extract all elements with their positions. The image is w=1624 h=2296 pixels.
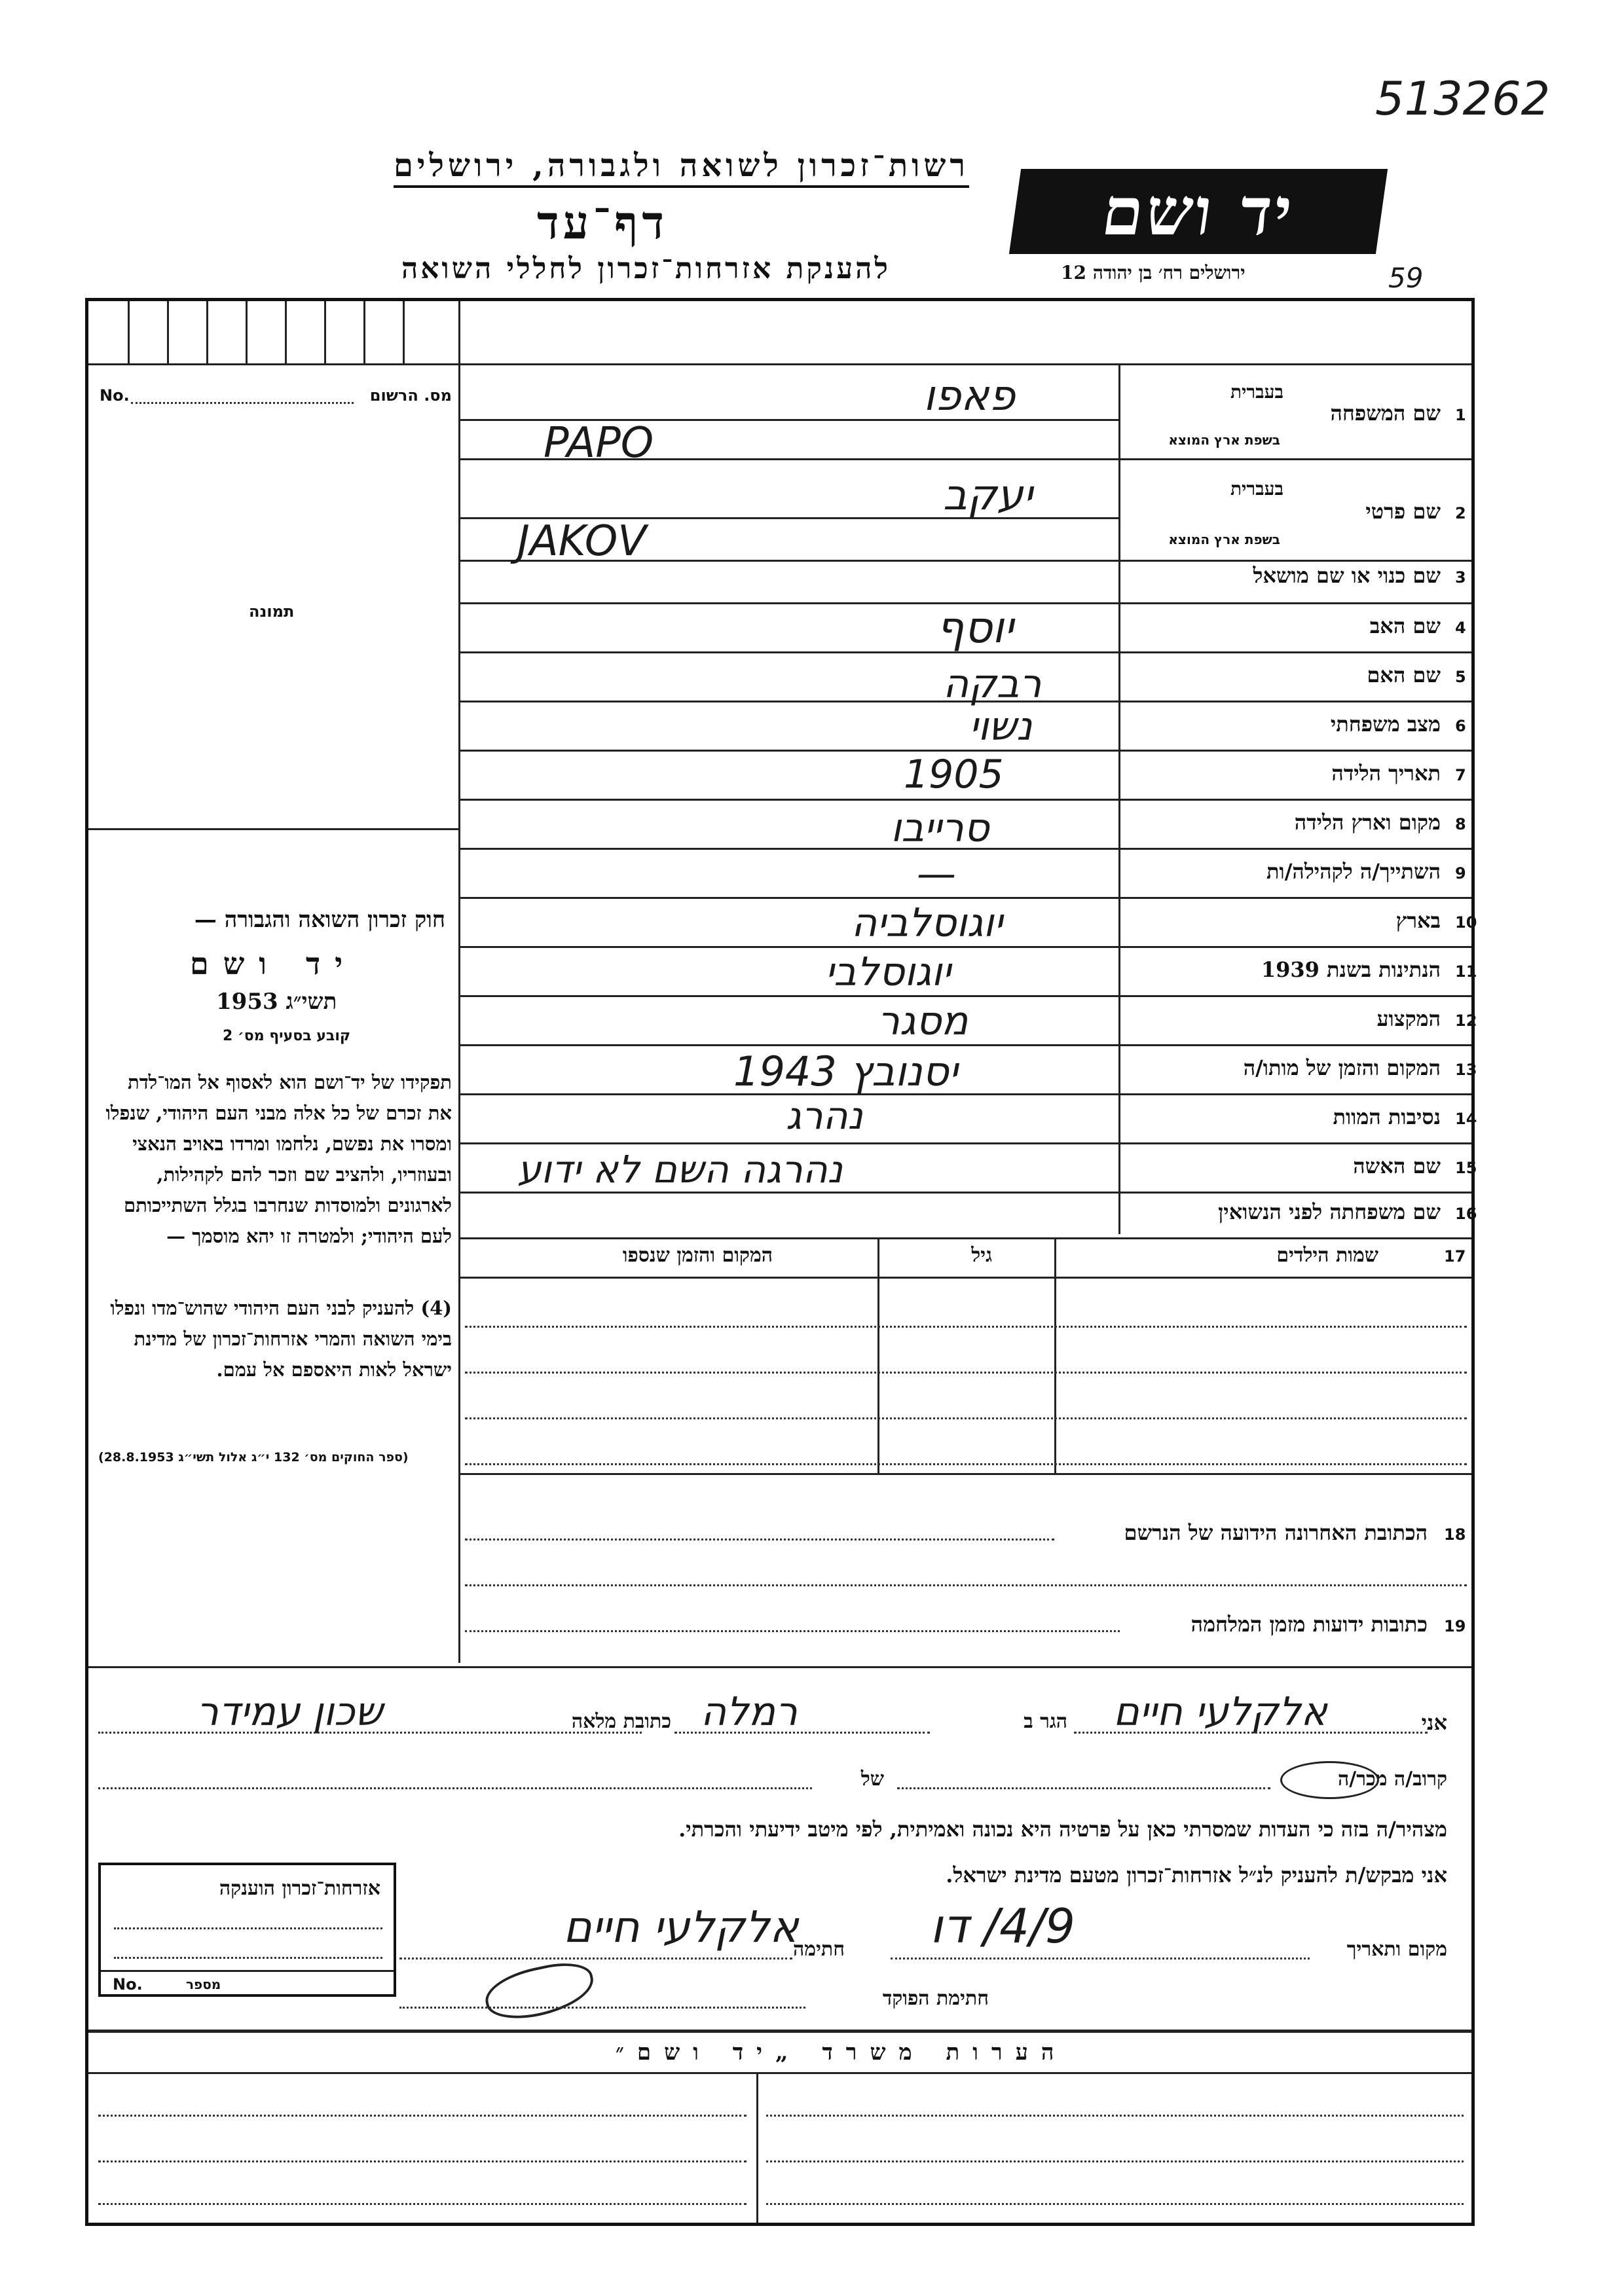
field-9-value: — (917, 851, 956, 897)
field-1-label: שם המשפחה (1330, 401, 1441, 426)
field-12-value: מסגר (877, 998, 969, 1044)
field-6-num: 6 (1455, 717, 1466, 735)
law-name: יד ושם (190, 946, 358, 981)
authority-title: רשות־זכרון לשואה ולגבורה, ירושלים (394, 147, 969, 188)
decl-signature-value: אלקלעי חיים (563, 1902, 799, 1952)
field-15-num: 15 (1455, 1159, 1477, 1177)
decl-address-label: כתובת מלאה (571, 1710, 671, 1733)
decl-clerk-label: חתימת הפוקד (882, 1987, 989, 2010)
children-col-age: גיל (971, 1244, 992, 1267)
field-8-value: סרייבו (891, 805, 989, 851)
field-12-num: 12 (1455, 1011, 1477, 1030)
logo-address: ירושלים רח׳ בן יהודה 12 (1061, 262, 1246, 283)
field-3-num: 3 (1455, 568, 1466, 587)
field-2-value-local: JAKOV (517, 517, 647, 566)
field-5-num: 5 (1455, 668, 1466, 686)
decl-address-value: שכון עמידר (196, 1689, 383, 1735)
field-10-num: 10 (1455, 913, 1477, 932)
field-7-label: תאריך הלידה (1331, 761, 1441, 786)
field-10-label: בארץ (1395, 908, 1441, 933)
field-1-value-local: PAPO (544, 419, 654, 467)
field-13-label: המקום והזמן של מותו/ה (1243, 1055, 1441, 1080)
field-14-value: נהרג (786, 1093, 863, 1138)
field-3-label: שם כנוי או שם מושאל (1253, 563, 1441, 588)
decl-city: רמלה (701, 1689, 798, 1735)
grant-box-title: אזרחות־זכרון הוענקה (219, 1877, 380, 1900)
field-13-num: 13 (1455, 1061, 1477, 1079)
field-1-sub-local: בשפת ארץ המוצא (1168, 432, 1280, 448)
form-title: דף־עד (537, 195, 669, 249)
yad-vashem-logo (1009, 169, 1388, 254)
decl-signature-label: חתימה (793, 1938, 845, 1961)
field-1-num: 1 (1455, 406, 1466, 424)
field-15-label: שם האשה (1353, 1154, 1441, 1178)
field-7-num: 7 (1455, 766, 1466, 784)
address-18-num: 18 (1444, 1525, 1466, 1544)
field-9-num: 9 (1455, 864, 1466, 883)
photo-label: תמונה (249, 602, 295, 621)
registry-label: מס. הרשום (369, 386, 452, 405)
field-2-value-he: יעקב (943, 471, 1033, 520)
field-2-sub-local: בשפת ארץ המוצא (1168, 532, 1280, 547)
field-2-sub-he: בעברית (1230, 478, 1283, 500)
field-8-num: 8 (1455, 815, 1466, 833)
grant-box (98, 1863, 396, 1997)
field-4-num: 4 (1455, 619, 1466, 637)
field-1-value-he: פאפו (923, 372, 1016, 420)
form-subtitle: להענקת אזרחות־זכרון לחללי השואה (401, 252, 891, 285)
decl-place-date-value: 4/9/ דו (930, 1899, 1075, 1954)
field-15-value: נהרגה השם לא ידוע (517, 1147, 843, 1192)
decl-i-label: אני (1421, 1710, 1447, 1735)
field-11-value: יוגוסלבי (825, 949, 951, 995)
field-5-label: שם האם (1367, 663, 1441, 687)
field-16-label: שם משפחתה לפני הנשואין (1218, 1199, 1441, 1224)
logo-text: יד ושם (1097, 173, 1300, 250)
law-title: חוק זכרון השואה והגבורה — (194, 907, 445, 933)
decl-relative-circle (1280, 1761, 1379, 1799)
children-col-names: שמות הילדים (1276, 1244, 1378, 1267)
field-12-label: המקצוע (1376, 1006, 1441, 1031)
field-10-value: יוגוסלביה (851, 900, 1003, 946)
law-year: תשי״ג 1953 (216, 989, 337, 1015)
address-19-label: כתובות ידועות מזמן המלחמה (1190, 1612, 1428, 1637)
decl-request: אני מבקש/ת להעניק לנ״ל אזרחות־זכרון מטעם מדינת ישראל. (946, 1863, 1447, 1887)
address-19-num: 19 (1444, 1617, 1466, 1635)
field-4-label: שם האב (1369, 613, 1441, 638)
decl-declarant: אלקלעי חיים (1113, 1689, 1327, 1735)
address-18-label: הכתובת האחרונה הידועה של הנרשם (1124, 1520, 1428, 1545)
field-11-label: הנתינות בשנת 1939 (1261, 957, 1441, 982)
field-2-num: 2 (1455, 504, 1466, 522)
children-col-place: המקום והזמן שנספו (622, 1244, 773, 1267)
field-13-value: יסנובץ 1943 (733, 1048, 958, 1095)
page-mark: 59 (1388, 262, 1424, 294)
law-text-1: תפקידו של יד־ושם הוא לאסוף אל המו־לדת את זכרם של כל אלה מבני העם היהודי, שנפלו ומסרו את נפשם, נלחמו ומרדו באויב הנאצי ובעוזריו, ולהציב שם וזכר להם לקהילות, לארגונים ולמוסדות שנחרבו בגלל השתייכותם לעם היהודי; ולמטרה זו יהא מוסמך — (105, 1071, 452, 1247)
field-9-label: השתייך/ה לקהילה/ות (1266, 859, 1441, 884)
registry-no-label: No. (100, 386, 130, 405)
field-6-label: מצב משפחתי (1330, 712, 1441, 737)
decl-resides-label: הגר ב (1024, 1710, 1067, 1733)
field-14-label: נסיבות המוות (1333, 1104, 1441, 1129)
office-notes-title: הערות משרד „יד ושם״ (616, 2039, 1067, 2066)
decl-statement: מצהיר/ה בזה כי העדות שמסרתי כאן על פרטיה היא נכונה ואמיתית, לפי מיטב ידיעתי והכרתי. (678, 1817, 1447, 1842)
grant-box-number-label: מספר (186, 1977, 221, 1992)
decl-place-date-label: מקום ותאריך (1346, 1938, 1447, 1961)
field-4-value: יוסף (936, 602, 1014, 653)
children-num: 17 (1444, 1247, 1466, 1266)
field-1-sub-he: בעברית (1230, 381, 1283, 403)
field-14-num: 14 (1455, 1110, 1477, 1128)
field-8-label: מקום וארץ הלידה (1294, 810, 1441, 835)
decl-relative-label: קרוב/ה מכר/ה (1338, 1768, 1447, 1791)
archive-number: 513262 (1375, 72, 1551, 126)
law-source: (ספר החוקים מס׳ 132 י״ג אלול תשי״ג 28.8.1953) (98, 1450, 409, 1465)
law-text-2: (4) להעניק לבני העם היהודי שהוש־מדו ונפלו בימי השואה והמרי אזרחות־זכרון של מדינת ישראל לאות היאספם אל עמם. (110, 1297, 452, 1381)
law-clause: קובע בסעיף מס׳ 2 (223, 1028, 351, 1044)
field-11-num: 11 (1455, 962, 1477, 981)
field-5-value: רבקה (943, 661, 1042, 707)
field-2-label: שם פרטי (1365, 499, 1441, 524)
decl-of-label: של (860, 1768, 884, 1791)
field-6-value: נשוי (969, 704, 1033, 750)
field-7-value: 1905 (904, 752, 1004, 797)
field-16-num: 16 (1455, 1205, 1477, 1223)
grant-box-no-label: No. (113, 1975, 143, 1994)
